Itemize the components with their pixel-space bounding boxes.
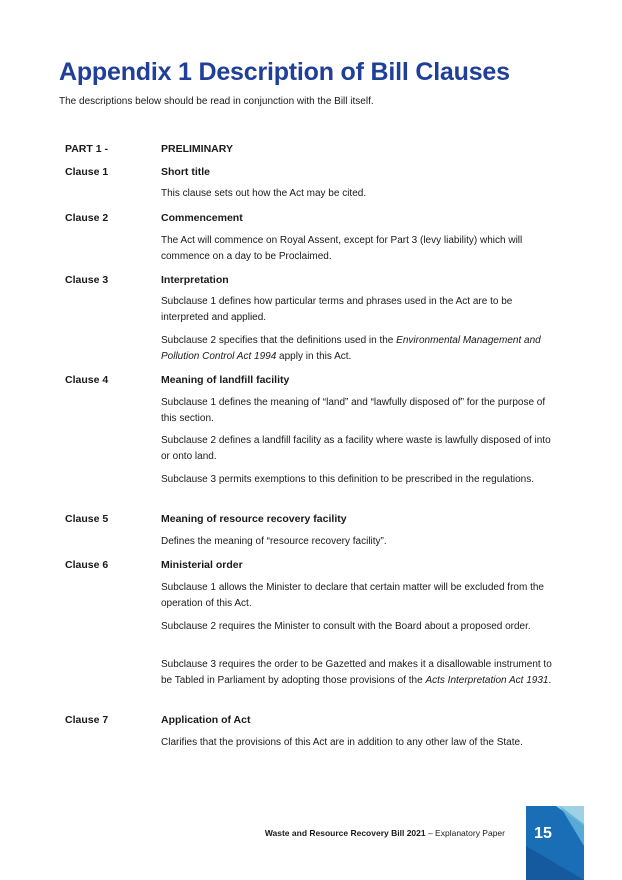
page-number: 15: [534, 825, 552, 842]
act-name: Environmental Management and Pollution Control Act 1994: [161, 335, 541, 362]
clause-label: Clause 3: [65, 274, 109, 286]
clause-6-subclause-2: Subclause 2 requires the Minister to consult with the Board about a proposed order.: [161, 621, 531, 632]
clause-label: Clause 5: [65, 513, 109, 525]
footer-suffix: – Explanatory Paper: [425, 828, 505, 838]
clause-label: Clause 4: [65, 374, 109, 386]
footer-title: [265, 828, 505, 838]
clause-heading: Meaning of resource recovery facility: [161, 513, 347, 525]
text-segment: apply in this Act.: [276, 351, 352, 362]
page-title: Appendix 1 Description of Bill Clauses: [59, 58, 510, 86]
clause-heading: Commencement: [161, 212, 243, 224]
clause-label: Clause 7: [65, 714, 109, 726]
clause-4-subclause-2: Subclause 2 defines a landfill facility as a facility where waste is lawfully disposed of into or onto land.: [161, 435, 551, 462]
clause-5-description: Defines the meaning of “resource recovery facility”.: [161, 536, 387, 547]
page-number-box: [526, 806, 584, 880]
footer-bill-name: Waste and Resource Recovery Bill 2021: [264, 828, 426, 838]
clause-heading: Interpretation: [161, 274, 229, 286]
part-heading: PRELIMINARY: [161, 143, 233, 155]
intro-text: The descriptions below should be read in conjunction with the Bill itself.: [59, 96, 374, 107]
clause-3-subclause-1: Subclause 1 defines how particular terms and phrases used in the Act are to be interpreted and applied.: [161, 296, 513, 323]
text-segment: Subclause 2 specifies that the definitions used in the: [161, 335, 397, 346]
act-name: Acts Interpretation Act 1931: [425, 675, 549, 686]
part-label: PART 1 -: [65, 143, 108, 155]
clause-4-subclause-3: Subclause 3 permits exemptions to this definition to be prescribed in the regulations.: [161, 474, 534, 485]
clause-heading: Meaning of landfill facility: [161, 374, 290, 386]
clause-heading: Ministerial order: [161, 559, 243, 571]
clause-heading: Short title: [161, 166, 210, 178]
clause-label: Clause 6: [65, 559, 109, 571]
clause-label: Clause 2: [65, 212, 109, 224]
clause-1-description: This clause sets out how the Act may be cited.: [161, 188, 367, 199]
clause-4-subclause-1: Subclause 1 defines the meaning of “land” and “lawfully disposed of” for the purpose of this section.: [161, 397, 546, 424]
clause-6-subclause-3: [161, 657, 561, 689]
clause-6-subclause-1: Subclause 1 allows the Minister to declare that certain matter will be excluded from the operation of this Act.: [161, 582, 544, 609]
text-segment: .: [548, 675, 552, 686]
clause-2-description: The Act will commence on Royal Assent, except for Part 3 (levy liability) which will commence on a day to be Proclaimed.: [161, 235, 523, 262]
text-segment: Subclause 3 requires the order to be Gazetted and makes it a disallowable instrument to be Tabled in Parliament by adopting those provisions of the: [161, 659, 552, 686]
clause-7-description: Clarifies that the provisions of this Act are in addition to any other law of the State.: [161, 737, 523, 748]
clause-heading: Application of Act: [161, 714, 251, 726]
clause-3-subclause-2: [161, 333, 561, 365]
clause-label: Clause 1: [65, 166, 109, 178]
page-box-graphic: [526, 806, 584, 880]
